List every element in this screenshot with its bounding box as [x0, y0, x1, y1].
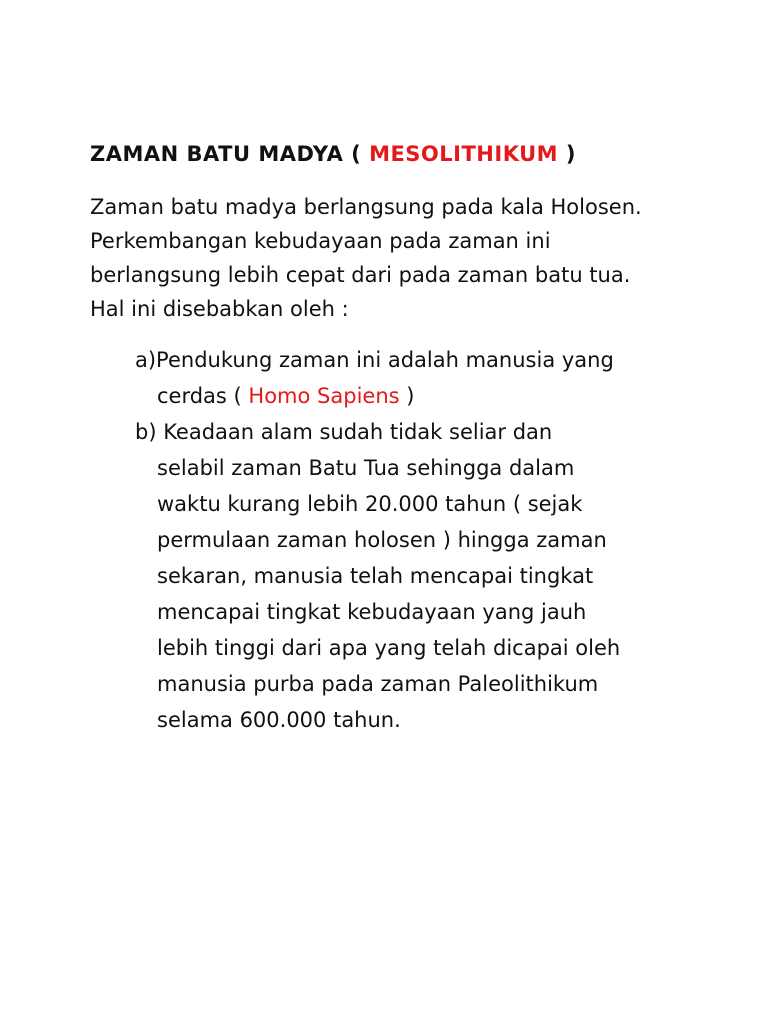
- list-item-b-line: selama 600.000 tahun.: [157, 708, 401, 732]
- intro-line: Zaman batu madya berlangsung pada kala Holosen.: [90, 195, 642, 219]
- intro-paragraph: [90, 190, 710, 326]
- list-item-a-prefix: cerdas (: [157, 384, 249, 408]
- list-item-a-suffix: ): [399, 384, 415, 408]
- intro-line: berlangsung lebih cepat dari pada zaman batu tua.: [90, 263, 631, 287]
- list-item-b-line: lebih tinggi dari apa yang telah dicapai oleh: [157, 636, 621, 660]
- causes-list: [135, 342, 735, 738]
- list-item-b-line: manusia purba pada zaman Paleolithikum: [157, 672, 599, 696]
- title-highlight: MESOLITHIKUM: [369, 142, 559, 166]
- list-item-b-line: b) Keadaan alam sudah tidak seliar dan: [135, 420, 553, 444]
- list-item-b-line: sekaran, manusia telah mencapai tingkat: [157, 564, 594, 588]
- intro-line: Hal ini disebabkan oleh :: [90, 297, 349, 321]
- list-item-b-line: selabil zaman Batu Tua sehingga dalam: [157, 456, 575, 480]
- page-title: [90, 142, 576, 166]
- title-suffix: ): [558, 142, 576, 166]
- list-item-b-line: mencapai tingkat kebudayaan yang jauh: [157, 600, 587, 624]
- list-item-a-line: [135, 378, 735, 414]
- intro-line: Perkembangan kebudayaan pada zaman ini: [90, 229, 551, 253]
- list-item-a-line: a)Pendukung zaman ini adalah manusia yang: [135, 348, 614, 372]
- list-item-b-line: permulaan zaman holosen ) hingga zaman: [157, 528, 607, 552]
- list-item-a: [135, 342, 735, 414]
- title-prefix: ZAMAN BATU MADYA (: [90, 142, 370, 166]
- list-item-b: [135, 414, 735, 738]
- list-item-b-line: waktu kurang lebih 20.000 tahun ( sejak: [157, 492, 583, 516]
- homo-sapiens-highlight: Homo Sapiens: [248, 384, 400, 408]
